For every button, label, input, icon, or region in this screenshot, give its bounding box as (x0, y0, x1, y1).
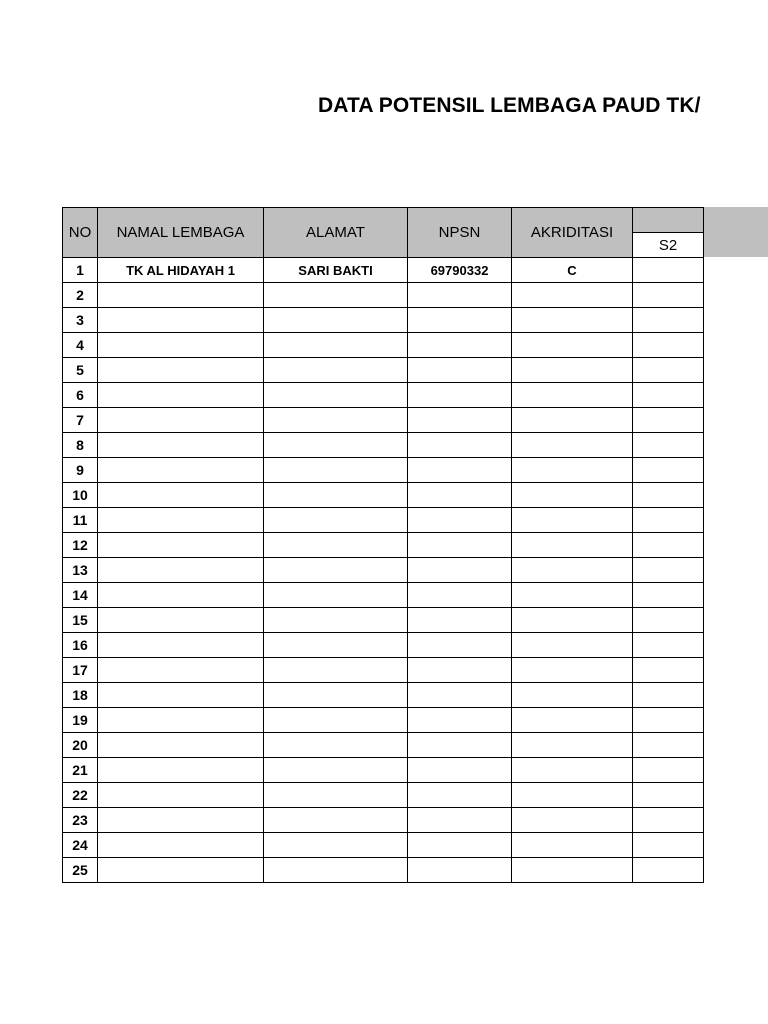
cell-alamat (264, 558, 408, 583)
cell-akriditasi (512, 633, 633, 658)
cell-s2 (633, 283, 704, 308)
cell-akriditasi (512, 283, 633, 308)
cell-no: 21 (63, 758, 98, 783)
cell-akriditasi (512, 608, 633, 633)
cell-npsn (408, 833, 512, 858)
cell-no: 20 (63, 733, 98, 758)
cell-no: 9 (63, 458, 98, 483)
header-alamat: ALAMAT (264, 208, 408, 258)
table-row (63, 633, 704, 658)
cell-s2 (633, 483, 704, 508)
table-row (63, 583, 704, 608)
cell-akriditasi (512, 483, 633, 508)
cell-npsn (408, 333, 512, 358)
cell-npsn (408, 558, 512, 583)
cell-nama (98, 283, 264, 308)
table-row (63, 308, 704, 333)
cell-akriditasi (512, 658, 633, 683)
cell-npsn (408, 808, 512, 833)
cell-s2 (633, 433, 704, 458)
table-row (63, 358, 704, 383)
cell-s2 (633, 858, 704, 883)
cell-no: 14 (63, 583, 98, 608)
table-row (63, 508, 704, 533)
cell-nama (98, 408, 264, 433)
cell-s2 (633, 583, 704, 608)
cell-akriditasi (512, 458, 633, 483)
cell-s2 (633, 458, 704, 483)
cell-npsn (408, 608, 512, 633)
cell-no: 7 (63, 408, 98, 433)
table-row (63, 558, 704, 583)
cell-no: 17 (63, 658, 98, 683)
cell-npsn (408, 483, 512, 508)
cell-nama (98, 383, 264, 408)
cell-nama (98, 858, 264, 883)
lembaga-table (62, 207, 704, 883)
cell-alamat (264, 783, 408, 808)
cell-akriditasi (512, 583, 633, 608)
table-body (63, 258, 704, 883)
cell-npsn (408, 383, 512, 408)
cell-npsn (408, 633, 512, 658)
cell-no: 2 (63, 283, 98, 308)
cell-alamat (264, 833, 408, 858)
cell-no: 3 (63, 308, 98, 333)
cell-akriditasi (512, 308, 633, 333)
cell-npsn (408, 858, 512, 883)
cell-alamat (264, 508, 408, 533)
cell-npsn (408, 358, 512, 383)
header-fill-overflow (702, 207, 768, 257)
cell-s2 (633, 833, 704, 858)
cell-s2 (633, 258, 704, 283)
cell-akriditasi (512, 683, 633, 708)
cell-no: 15 (63, 608, 98, 633)
cell-npsn (408, 458, 512, 483)
cell-no: 19 (63, 708, 98, 733)
cell-nama (98, 683, 264, 708)
cell-npsn (408, 758, 512, 783)
cell-npsn (408, 658, 512, 683)
table-row (63, 258, 704, 283)
cell-akriditasi (512, 358, 633, 383)
table-row (63, 733, 704, 758)
cell-s2 (633, 408, 704, 433)
table-row (63, 433, 704, 458)
cell-s2 (633, 733, 704, 758)
header-group-cell (633, 208, 704, 233)
table-row (63, 458, 704, 483)
cell-alamat: SARI BAKTI (264, 258, 408, 283)
cell-nama (98, 333, 264, 358)
cell-no: 12 (63, 533, 98, 558)
cell-nama (98, 758, 264, 783)
cell-alamat (264, 333, 408, 358)
cell-nama (98, 708, 264, 733)
cell-alamat (264, 308, 408, 333)
table-row (63, 283, 704, 308)
cell-nama (98, 358, 264, 383)
cell-npsn (408, 508, 512, 533)
cell-nama (98, 733, 264, 758)
header-npsn: NPSN (408, 208, 512, 258)
header-s2: S2 (633, 233, 704, 258)
cell-akriditasi (512, 383, 633, 408)
cell-s2 (633, 658, 704, 683)
cell-no: 23 (63, 808, 98, 833)
header-akriditasi: AKRIDITASI (512, 208, 633, 258)
cell-nama (98, 483, 264, 508)
cell-alamat (264, 483, 408, 508)
cell-s2 (633, 333, 704, 358)
cell-s2 (633, 508, 704, 533)
cell-s2 (633, 533, 704, 558)
cell-akriditasi (512, 758, 633, 783)
cell-alamat (264, 408, 408, 433)
table-row (63, 833, 704, 858)
cell-npsn (408, 708, 512, 733)
cell-alamat (264, 458, 408, 483)
cell-nama (98, 433, 264, 458)
cell-no: 18 (63, 683, 98, 708)
header-no: NO (63, 208, 98, 258)
cell-no: 16 (63, 633, 98, 658)
cell-alamat (264, 433, 408, 458)
cell-s2 (633, 358, 704, 383)
cell-alamat (264, 758, 408, 783)
cell-alamat (264, 358, 408, 383)
cell-nama (98, 808, 264, 833)
cell-no: 6 (63, 383, 98, 408)
table-row (63, 858, 704, 883)
cell-npsn (408, 433, 512, 458)
cell-nama (98, 508, 264, 533)
cell-npsn (408, 533, 512, 558)
cell-npsn (408, 683, 512, 708)
table-row (63, 758, 704, 783)
page-title: DATA POTENSIL LEMBAGA PAUD TK/ (318, 94, 701, 117)
cell-alamat (264, 683, 408, 708)
table-row (63, 783, 704, 808)
cell-no: 24 (63, 833, 98, 858)
cell-akriditasi (512, 833, 633, 858)
table-row (63, 658, 704, 683)
cell-npsn (408, 783, 512, 808)
cell-s2 (633, 783, 704, 808)
cell-nama (98, 658, 264, 683)
cell-alamat (264, 708, 408, 733)
cell-akriditasi (512, 333, 633, 358)
cell-nama (98, 783, 264, 808)
cell-akriditasi (512, 858, 633, 883)
cell-no: 22 (63, 783, 98, 808)
cell-npsn: 69790332 (408, 258, 512, 283)
cell-alamat (264, 658, 408, 683)
cell-no: 4 (63, 333, 98, 358)
table-row (63, 708, 704, 733)
cell-akriditasi (512, 708, 633, 733)
cell-nama (98, 308, 264, 333)
cell-s2 (633, 808, 704, 833)
cell-alamat (264, 633, 408, 658)
cell-akriditasi (512, 783, 633, 808)
cell-s2 (633, 383, 704, 408)
cell-akriditasi (512, 558, 633, 583)
cell-s2 (633, 633, 704, 658)
cell-akriditasi (512, 808, 633, 833)
cell-s2 (633, 683, 704, 708)
cell-akriditasi (512, 533, 633, 558)
cell-alamat (264, 533, 408, 558)
cell-akriditasi (512, 508, 633, 533)
cell-nama (98, 583, 264, 608)
cell-no: 10 (63, 483, 98, 508)
cell-nama (98, 558, 264, 583)
cell-nama (98, 633, 264, 658)
table-row (63, 533, 704, 558)
cell-alamat (264, 808, 408, 833)
cell-akriditasi (512, 433, 633, 458)
table-row (63, 483, 704, 508)
cell-npsn (408, 733, 512, 758)
table-row (63, 808, 704, 833)
cell-s2 (633, 308, 704, 333)
cell-no: 5 (63, 358, 98, 383)
cell-alamat (264, 583, 408, 608)
cell-s2 (633, 558, 704, 583)
table-row (63, 408, 704, 433)
table-row (63, 683, 704, 708)
cell-npsn (408, 308, 512, 333)
header-nama-lembaga: NAMAL LEMBAGA (98, 208, 264, 258)
cell-nama: TK AL HIDAYAH 1 (98, 258, 264, 283)
cell-npsn (408, 408, 512, 433)
cell-s2 (633, 608, 704, 633)
cell-alamat (264, 283, 408, 308)
cell-npsn (408, 583, 512, 608)
cell-nama (98, 833, 264, 858)
cell-npsn (408, 283, 512, 308)
cell-s2 (633, 758, 704, 783)
cell-nama (98, 458, 264, 483)
cell-alamat (264, 608, 408, 633)
cell-no: 8 (63, 433, 98, 458)
table-row (63, 383, 704, 408)
cell-akriditasi (512, 733, 633, 758)
cell-alamat (264, 858, 408, 883)
cell-s2 (633, 708, 704, 733)
cell-no: 1 (63, 258, 98, 283)
cell-no: 11 (63, 508, 98, 533)
cell-nama (98, 608, 264, 633)
table-row (63, 608, 704, 633)
cell-nama (98, 533, 264, 558)
cell-no: 13 (63, 558, 98, 583)
cell-alamat (264, 733, 408, 758)
cell-akriditasi (512, 408, 633, 433)
table-row (63, 333, 704, 358)
cell-akriditasi: C (512, 258, 633, 283)
cell-alamat (264, 383, 408, 408)
cell-no: 25 (63, 858, 98, 883)
